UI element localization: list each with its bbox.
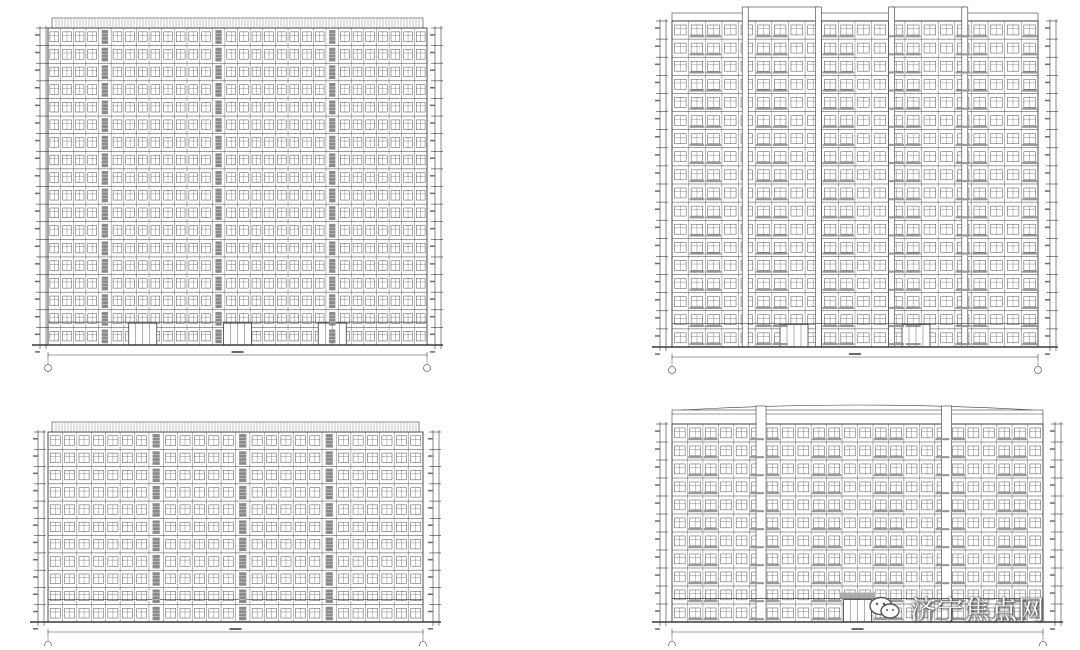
elevation-svg [28, 408, 443, 646]
watermark [868, 590, 1058, 626]
elevation-svg [650, 3, 1060, 375]
wechat-icon [868, 596, 902, 620]
elevation-drawing-bottom-left [28, 408, 443, 646]
elevation-svg [30, 8, 445, 373]
elevation-drawing-top-left [30, 8, 445, 373]
elevation-drawing-top-right [650, 3, 1060, 375]
watermark-text: 济宁焦点网 [910, 595, 1046, 626]
